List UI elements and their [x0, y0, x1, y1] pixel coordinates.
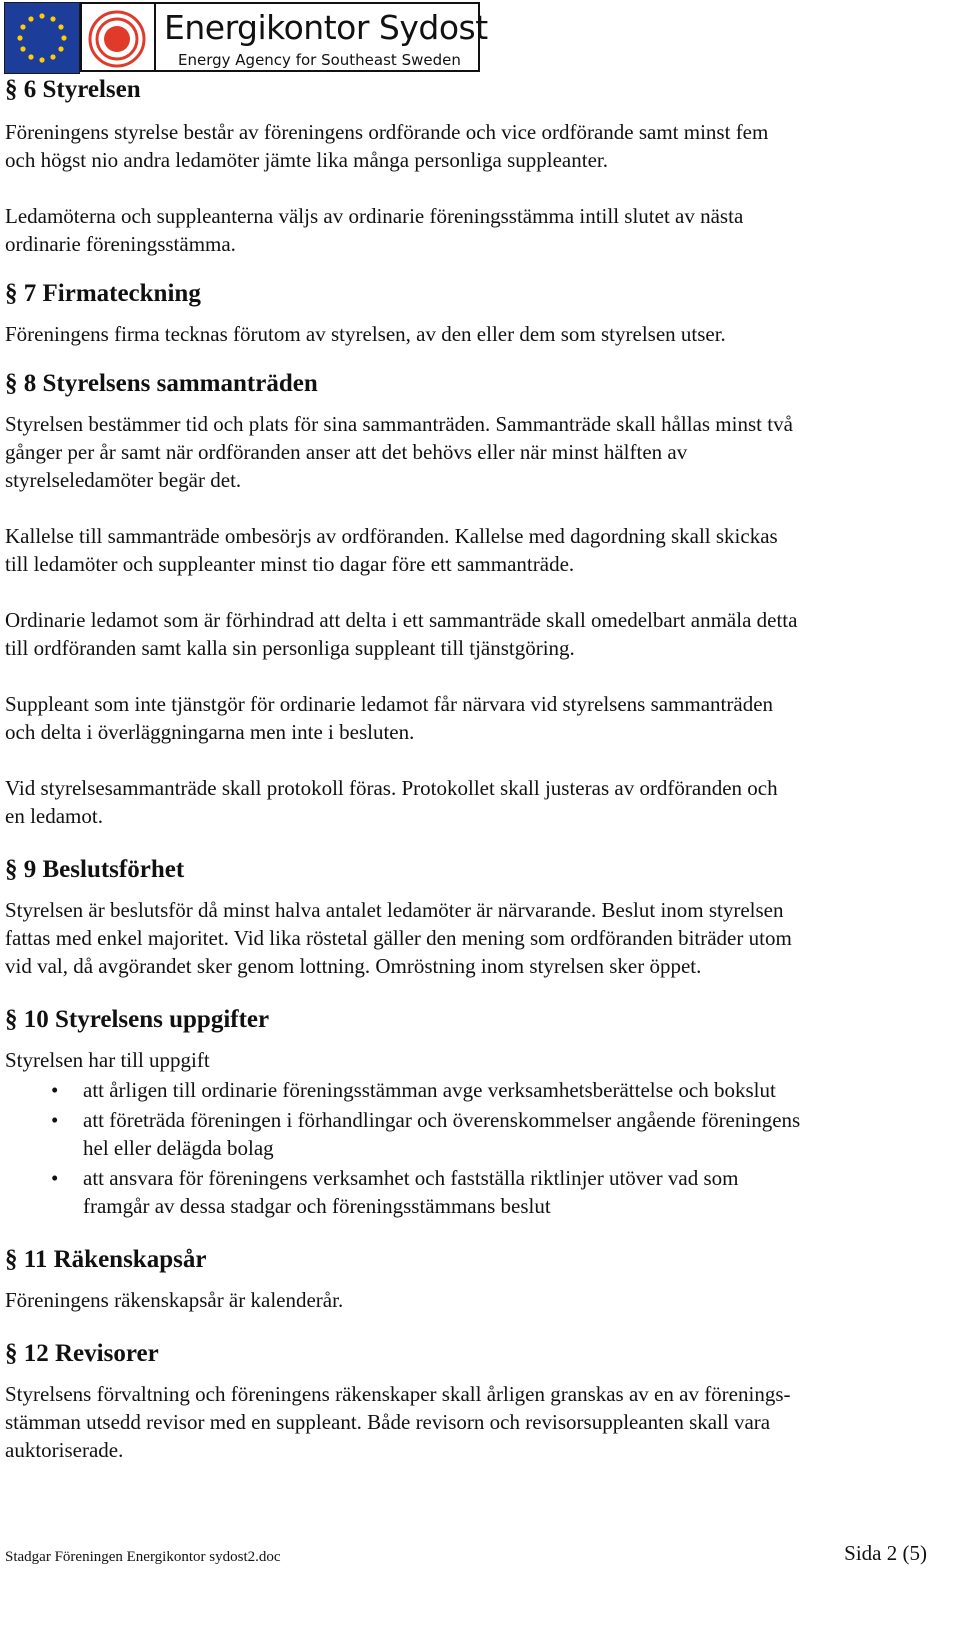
paragraph-line: gånger per år samt när ordföranden anser att det behövs eller när minst hälften av [5, 440, 688, 464]
list-item [5, 1106, 955, 1162]
list-item [5, 1076, 955, 1104]
section-heading: § 10 Styrelsens uppgifter [5, 1006, 270, 1033]
paragraph-line: auktoriserade. [5, 1438, 124, 1462]
list-item-text: hel eller delägda bolag [83, 1136, 274, 1160]
paragraph-line: vid val, då avgörandet sker genom lottning. Omröstning inom styrelsen sker öppet. [5, 954, 702, 978]
paragraph-line: till ordföranden samt kalla sin personliga suppleant till tjänstgöring. [5, 636, 575, 660]
paragraph-line: Föreningens styrelse består av föreningens ordförande och vice ordförande samt minst fem [5, 120, 769, 144]
paragraph-line: Styrelsen bestämmer tid och plats för sina sammanträden. Sammanträde skall hållas minst två [5, 412, 793, 436]
paragraph-line: Kallelse till sammanträde ombesörjs av ordföranden. Kallelse med dagordning skall skickas [5, 524, 778, 548]
list-item [5, 1164, 955, 1220]
list-item-text: att ansvara för föreningens verksamhet och fastställa riktlinjer utöver vad som [83, 1166, 739, 1190]
bullet-icon: • [51, 1078, 59, 1102]
document-body [5, 74, 955, 1464]
section-heading: § 11 Räkenskapsår [5, 1246, 207, 1273]
paragraph-line: och högst nio andra ledamöter jämte lika många personliga suppleanter. [5, 148, 608, 172]
section-heading: § 7 Firmateckning [5, 280, 201, 307]
section-heading: § 6 Styrelsen [5, 76, 141, 103]
section-7 [5, 258, 955, 348]
paragraph-line: fattas med enkel majoritet. Vid lika röstetal gäller den mening som ordföranden biträder utom [5, 926, 792, 950]
paragraph-line: Föreningens räkenskapsår är kalenderår. [5, 1288, 344, 1312]
page-number: Sida 2 (5) [844, 1541, 927, 1565]
section-heading: § 9 Beslutsförhet [5, 856, 185, 883]
section-heading: § 12 Revisorer [5, 1340, 159, 1367]
paragraph-line: stämman utsedd revisor med en suppleant. Både revisorn och revisorsuppleanten skall vara [5, 1410, 771, 1434]
paragraph-line: en ledamot. [5, 804, 103, 828]
logo-divider [154, 4, 156, 70]
letterhead [4, 2, 488, 74]
eu-stars-icon [5, 3, 79, 73]
section-12 [5, 1314, 955, 1464]
paragraph-line: Vid styrelsesammanträde skall protokoll föras. Protokollet skall justeras av ordföranden och [5, 776, 778, 800]
paragraph-line: till ledamöter och suppleanter minst tio dagar före ett sammanträde. [5, 552, 575, 576]
section-10 [5, 980, 955, 1220]
list-item-text: att företräda föreningen i förhandlingar och överenskommelser angående föreningens [83, 1108, 801, 1132]
footer-filename: Stadgar Föreningen Energikontor sydost2.doc [5, 1549, 281, 1565]
paragraph-line: Suppleant som inte tjänstgör för ordinarie ledamot får närvara vid styrelsens sammanträden [5, 692, 774, 716]
section-heading: § 8 Styrelsens sammanträden [5, 370, 318, 397]
section-8 [5, 348, 955, 830]
energikontor-sun-icon [88, 10, 146, 68]
paragraph-line: ordinarie föreningsstämma. [5, 232, 236, 256]
eu-flag-logo [4, 2, 80, 74]
section-11 [5, 1220, 955, 1314]
paragraph-line: Styrelsen har till uppgift [5, 1048, 210, 1072]
paragraph-line: styrelseledamöter begär det. [5, 468, 242, 492]
bullet-icon: • [51, 1166, 59, 1190]
section-9 [5, 830, 955, 980]
paragraph-line: Föreningens firma tecknas förutom av styrelsen, av den eller dem som styrelsen utser. [5, 322, 726, 346]
task-list [5, 1076, 955, 1220]
paragraph-line: och delta i överläggningarna men inte i besluten. [5, 720, 415, 744]
list-item-text: att årligen till ordinarie föreningsstämman avge verksamhetsberättelse och bokslut [83, 1078, 776, 1102]
bullet-icon: • [51, 1108, 59, 1132]
section-6 [5, 74, 955, 258]
paragraph-line: Styrelsens förvaltning och föreningens räkenskaper skall årligen granskas av en av förenings- [5, 1382, 791, 1406]
list-item-text: framgår av dessa stadgar och föreningsstämmans beslut [83, 1194, 551, 1218]
paragraph-line: Styrelsen är beslutsför då minst halva antalet ledamöter är närvarande. Beslut inom styrelsen [5, 898, 784, 922]
paragraph-line: Ledamöterna och suppleanterna väljs av ordinarie föreningsstämma intill slutet av nästa [5, 204, 744, 228]
paragraph-line: Ordinarie ledamot som är förhindrad att delta i ett sammanträde skall omedelbart anmäla detta [5, 608, 798, 632]
energikontor-logo [80, 2, 488, 72]
logo-tagline: Energy Agency for Southeast Sweden [178, 51, 461, 69]
logo-name: Energikontor Sydost [164, 8, 488, 47]
